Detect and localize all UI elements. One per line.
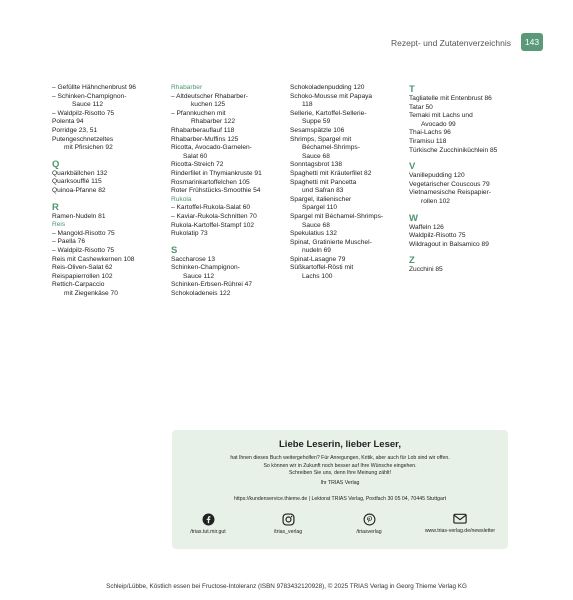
- index-entry: Sonntagsbrot 138: [290, 161, 343, 169]
- index-entry: mit Pfirsichen 92: [64, 144, 113, 152]
- social-instagram[interactable]: [248, 513, 328, 535]
- index-letter-heading: T: [409, 84, 415, 95]
- index-keyword: Rhabarber: [171, 84, 203, 91]
- index-entry: Spargel, italienischer: [290, 195, 352, 203]
- index-entry: Vegetarischer Couscous 79: [409, 180, 490, 188]
- social-label: /triasverlag: [356, 529, 382, 535]
- social-facebook[interactable]: [168, 513, 248, 535]
- index-entry: Reis mit Cashewkernen 108: [52, 255, 135, 263]
- social-label: /trias_verlag: [273, 529, 303, 535]
- index-entry: Quarksoufflé 115: [52, 178, 102, 186]
- index-entry: Spargel mit Béchamel-Shrimps-: [290, 212, 384, 220]
- index-entry: Reispapierrollen 102: [52, 272, 113, 280]
- index-letter-heading: W: [409, 212, 418, 224]
- index-entry: Lachs 100: [302, 273, 333, 281]
- index-entry: Waldpilz-Risotto 75: [409, 232, 466, 240]
- index-entry: Wildragout in Balsamico 89: [409, 240, 489, 248]
- index-entry: Sauce 68: [302, 152, 330, 160]
- social-newsletter[interactable]: [410, 513, 510, 534]
- index-entry: Spinat, Gratinierte Muschel-: [290, 238, 372, 246]
- index-entry: Temaki mit Lachs und: [409, 112, 473, 120]
- index-entry: Béchamel-Shrimps-: [302, 144, 360, 152]
- index-entry: Ramen-Nudeln 81: [52, 212, 106, 220]
- index-entry: Putengeschnetzeltes: [52, 135, 114, 143]
- index-entry: Spargel 110: [302, 204, 338, 212]
- index-entry: Spaghetti mit Kräuterfilet 82: [290, 169, 372, 177]
- index-entry: 118: [302, 101, 313, 109]
- index-entry: Süßkartoffel-Rösti mit: [290, 264, 354, 272]
- index-entry: Türkische Zucchiniküchlein 85: [409, 146, 498, 154]
- index-entry: – Schinken-Champignon-: [52, 92, 127, 100]
- index-entry: – Gefüllte Hähnchenbrust 96: [52, 84, 136, 91]
- index-entry: Quinoa-Pfanne 82: [52, 186, 106, 194]
- index-entry: Rukola-Kartoffel-Stampf 102: [171, 221, 255, 229]
- feedback-line: So können wir in Zukunft noch besser auf Ihre Wünsche eingehen.: [263, 462, 417, 469]
- index-entry: – Kaviar-Rukola-Schnitten 70: [171, 212, 257, 220]
- index-entry: Spaghetti mit Pancetta: [290, 178, 357, 186]
- index-entry: – Waldpilz-Risotto 75: [52, 109, 115, 117]
- pinterest-icon: [363, 513, 376, 526]
- index-entry: Tagliatelle mit Entenbrust 86: [409, 95, 492, 102]
- index-letter-heading: R: [52, 201, 59, 213]
- copyright-footer: Schleip/Lübbe, Köstlich essen bei Fructose-Intoleranz (ISBN 9783432120928), © 2025 TRIAS Verlag in Georg Thieme Verlag KG: [106, 583, 467, 590]
- index-entry: Sesamspätzle 106: [290, 126, 345, 134]
- index-entry: Thai-Lachs 96: [409, 129, 451, 137]
- index-column-3: [290, 84, 402, 282]
- index-entry: Sauce 112: [183, 272, 215, 280]
- index-entry: Spekulatius 132: [290, 230, 337, 238]
- section-title: Rezept- und Zutatenverzeichnis: [390, 38, 511, 48]
- index-entry: Reis-Oliven-Salat 62: [52, 264, 113, 272]
- index-entry: mit Ziegenkäse 70: [64, 289, 118, 297]
- index-entry: Spinat-Lasagne 79: [290, 255, 346, 263]
- index-entry: Tatar 50: [409, 103, 433, 111]
- index-keyword: Reis: [52, 221, 66, 229]
- index-entry: Rinderfilet in Thymiankruste 91: [171, 169, 262, 177]
- index-letter-heading: Q: [52, 158, 60, 170]
- index-entry: Rhabarber-Muffins 125: [171, 135, 239, 143]
- index-entry: Vanillepudding 120: [409, 172, 465, 180]
- index-entry: – Altdeutscher Rhabarber-: [171, 92, 248, 100]
- index-entry: – Paella 76: [52, 238, 85, 246]
- index-entry: Tiramisu 118: [409, 137, 447, 145]
- index-entry: Sellerie, Kartoffel-Sellerie-: [290, 109, 367, 117]
- index-entry: Rukolatip 73: [171, 230, 208, 238]
- index-entry: Polenta 94: [52, 118, 84, 126]
- page-number-badge: 143: [521, 33, 543, 51]
- index-keyword: Rukola: [171, 195, 192, 203]
- feedback-line: Schreiben Sie uns, denn Ihre Meinung zählt!: [288, 470, 392, 477]
- index-entry: – Mangold-Risotto 75: [52, 229, 115, 237]
- index-entry: Rhabarberauflauf 118: [171, 126, 235, 134]
- feedback-heading: Liebe Leserin, lieber Leser,: [279, 439, 401, 450]
- index-letter-heading: V: [409, 161, 416, 173]
- index-column-4: [409, 84, 521, 275]
- instagram-icon: [282, 513, 295, 526]
- index-entry: Ricotta-Streich 72: [171, 161, 224, 169]
- index-entry: Zucchini 85: [409, 266, 443, 274]
- feedback-message: [172, 455, 508, 487]
- index-entry: Suppe 59: [302, 118, 331, 126]
- index-entry: Shrimps, Spargel mit: [290, 135, 352, 143]
- index-letter-heading: S: [171, 244, 178, 256]
- feedback-box: [172, 430, 508, 549]
- index-entry: – Kartoffel-Rukola-Salat 60: [171, 204, 251, 212]
- index-entry: Sauce 68: [302, 221, 330, 229]
- index-entry: – Waldpilz-Risotto 75: [52, 246, 115, 254]
- feedback-line: hat Ihnen dieses Buch weitergeholfen? Für Anregungen, Kritik, aber auch für Lob sind wir offen.: [230, 455, 450, 461]
- index-entry: nudeln 69: [302, 247, 331, 255]
- feedback-signature: Ihr TRIAS Verlag: [320, 479, 360, 486]
- index-entry: Saccharose 13: [171, 255, 215, 263]
- index-entry: Schinken-Champignon-: [171, 264, 240, 272]
- index-entry: Porridge 23, 51: [52, 126, 98, 134]
- index-entry: Schinken-Erbsen-Rührei 47: [171, 281, 252, 289]
- index-column-2: [171, 84, 283, 299]
- contact-line[interactable]: https://kundenservice.thieme.de | Lektorat TRIAS Verlag, Postfach 30 05 04, 70445 Stuttgart: [233, 496, 447, 502]
- mail-icon: [453, 513, 467, 525]
- index-entry: Rettich-Carpaccio: [52, 281, 105, 289]
- index-entry: Vietnamesische Reispapier-: [409, 189, 491, 197]
- index-entry: Avocado 99: [421, 120, 456, 128]
- index-entry: kuchen 125: [191, 101, 226, 109]
- index-entry: Schoko-Mousse mit Papaya: [290, 92, 373, 100]
- index-entry: und Safran 83: [302, 187, 344, 195]
- facebook-icon: [202, 513, 215, 526]
- index-entry: Rosmarinkartoffelchen 105: [171, 178, 250, 186]
- index-letter-heading: Z: [409, 255, 415, 267]
- index-entry: Schokoladeneis 122: [171, 290, 231, 298]
- index-entry: Quarkbällchen 132: [52, 169, 108, 177]
- index-entry: Rhabarber 122: [191, 118, 235, 126]
- index-entry: Roter Frühstücks-Smoothie 54: [171, 187, 261, 195]
- index-entry: Sauce 112: [72, 101, 104, 109]
- index-column-1: [52, 84, 162, 298]
- index-entry: Salat 60: [183, 152, 208, 160]
- index-entry: Schokoladenpudding 120: [290, 84, 365, 91]
- social-label: /trias.tut.mir.gut: [190, 529, 226, 535]
- index-entry: Ricotta, Avocado-Garnelen-: [171, 144, 252, 152]
- index-entry: – Pfannkuchen mit: [171, 109, 226, 117]
- social-pinterest[interactable]: [329, 513, 409, 535]
- index-entry: Waffeln 126: [409, 223, 444, 231]
- social-label: www.trias-verlag.de/newsletter: [424, 528, 496, 534]
- index-entry: rollen 102: [421, 197, 450, 205]
